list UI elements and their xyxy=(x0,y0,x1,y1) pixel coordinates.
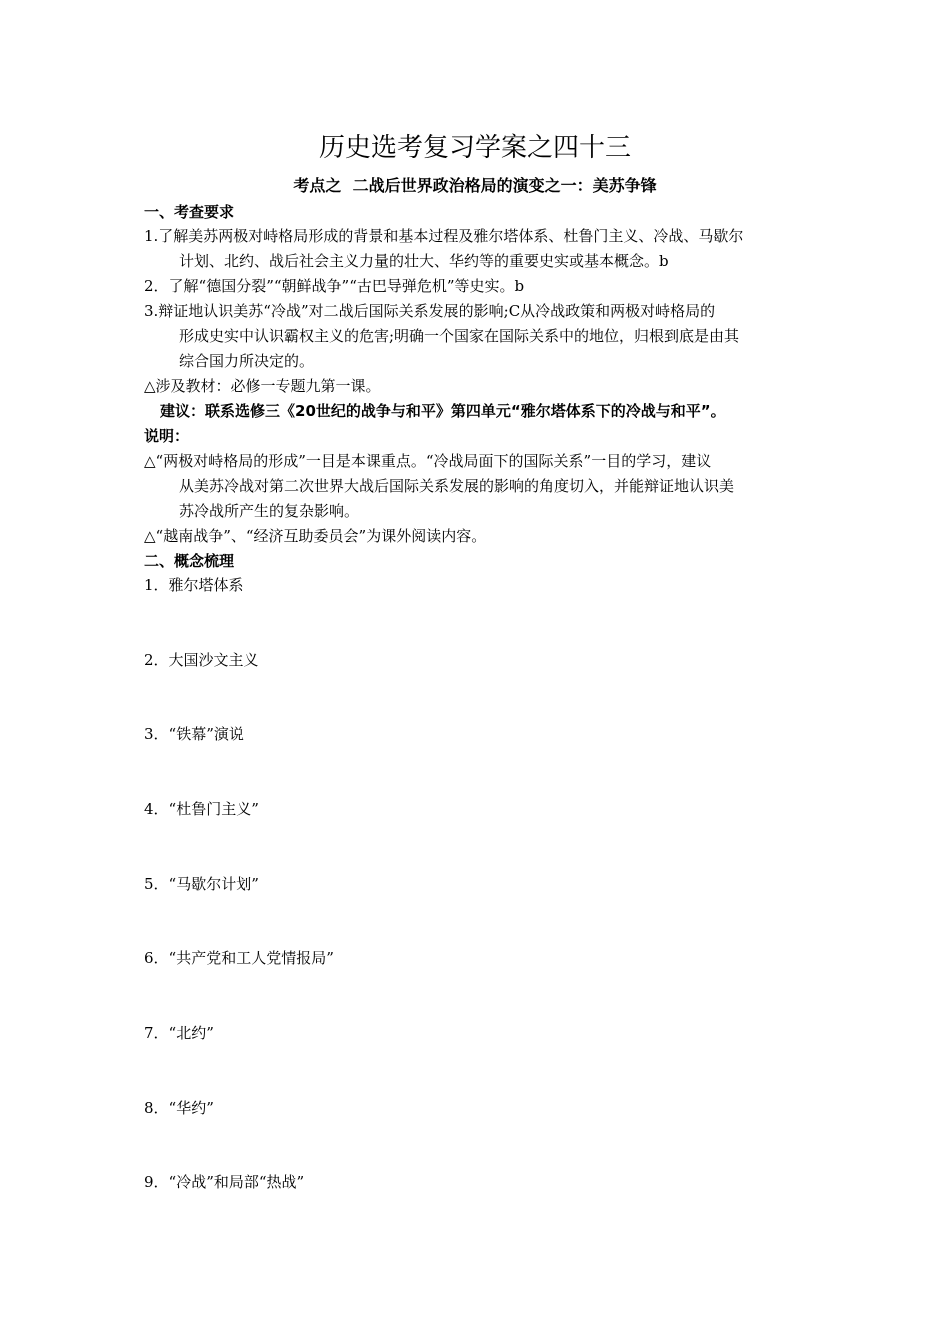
concept-item-5: 5．“马歇尔计划” xyxy=(144,875,259,893)
explanation-2: △“越南战争”、“经济互助委员会”为课外阅读内容。 xyxy=(144,527,487,545)
requirement-3-line2: 形成史实中认识霸权主义的危害;明确一个国家在国际关系中的地位，归根到底是由其 xyxy=(179,327,740,345)
concept-item-2: 2．大国沙文主义 xyxy=(144,651,259,669)
document-subtitle: 考点之 二战后世界政治格局的演变之一：美苏争锋 xyxy=(293,176,657,195)
concept-item-4: 4．“杜鲁门主义” xyxy=(144,800,259,818)
requirement-1-line1: 1.了解美苏两极对峙格局形成的背景和基本过程及雅尔塔体系、杜鲁门主义、冷战、马歇尔 xyxy=(144,227,744,245)
textbook-note: △涉及教材：必修一专题九第一课。 xyxy=(144,377,381,395)
section1-heading: 一、考查要求 xyxy=(144,203,235,221)
concept-item-1: 1．雅尔塔体系 xyxy=(144,576,244,594)
explanation-heading: 说明： xyxy=(144,427,190,445)
concept-item-9: 9．“冷战”和局部“热战” xyxy=(144,1173,305,1191)
concept-item-7: 7．“北约” xyxy=(144,1024,214,1042)
suggestion-note: 建议：联系选修三《20世纪的战争与和平》第四单元“雅尔塔体系下的冷战与和平”。 xyxy=(160,402,726,420)
requirement-3-line3: 综合国力所决定的。 xyxy=(179,352,315,370)
explanation-1-line2: 从美苏冷战对第二次世界大战后国际关系发展的影响的角度切入，并能辩证地认识美 xyxy=(179,477,735,495)
explanation-1-line1: △“两极对峙格局的形成”一目是本课重点。“冷战局面下的国际关系”一目的学习，建议 xyxy=(144,452,712,470)
section2-heading: 二、概念梳理 xyxy=(144,552,235,570)
explanation-1-line3: 苏冷战所产生的复杂影响。 xyxy=(179,502,360,520)
requirement-2: 2．了解“德国分裂”“朝鲜战争”“古巴导弹危机”等史实。b xyxy=(144,277,525,295)
concept-item-6: 6．“共产党和工人党情报局” xyxy=(144,949,334,967)
requirement-1-line2: 计划、北约、战后社会主义力量的壮大、华约等的重要史实或基本概念。b xyxy=(179,252,669,270)
concept-item-8: 8．“华约” xyxy=(144,1099,214,1117)
requirement-3-line1: 3.辩证地认识美苏“冷战”对二战后国际关系发展的影响;C从冷战政策和两极对峙格局的 xyxy=(144,302,716,320)
concept-item-3: 3．“铁幕”演说 xyxy=(144,725,244,743)
document-title: 历史选考复习学案之四十三 xyxy=(318,133,631,163)
